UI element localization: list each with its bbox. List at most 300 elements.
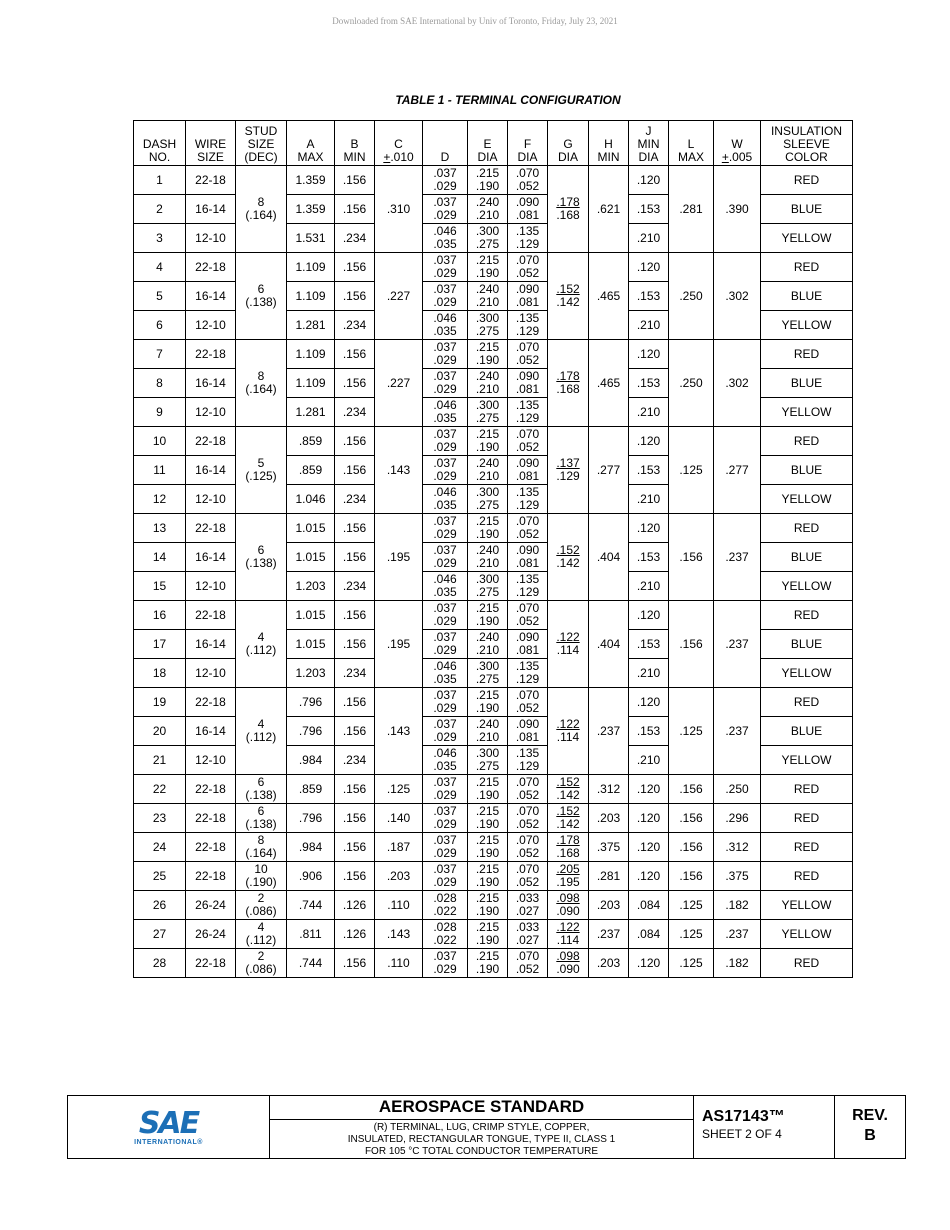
b-min: .234 xyxy=(335,224,375,253)
f-dia-upper: .070 xyxy=(515,514,540,528)
w-dim: .296 xyxy=(714,804,761,833)
table-title: TABLE 1 - TERMINAL CONFIGURATION xyxy=(395,93,621,107)
b-min: .234 xyxy=(335,398,375,427)
sleeve-color: RED xyxy=(761,804,853,833)
table-body xyxy=(134,166,853,978)
table-row xyxy=(134,340,853,369)
f-dia xyxy=(508,688,548,717)
g-dia-lower: .114 xyxy=(556,730,580,744)
d-dim-lower: .029 xyxy=(433,556,457,570)
standard-number: AS17143™ xyxy=(702,1108,785,1125)
d-dim xyxy=(423,282,468,311)
a-max: 1.109 xyxy=(287,282,335,311)
g-dia xyxy=(548,253,589,340)
j-min-dia: .120 xyxy=(629,804,669,833)
wire-size: 16-14 xyxy=(186,282,236,311)
h-min: .281 xyxy=(589,862,629,891)
f-dia xyxy=(508,166,548,195)
wire-size: 16-14 xyxy=(186,717,236,746)
j-min-dia: .153 xyxy=(629,282,669,311)
g-dia xyxy=(548,920,589,949)
sleeve-color: YELLOW xyxy=(761,485,853,514)
sleeve-color: YELLOW xyxy=(761,311,853,340)
e-dia-upper: .300 xyxy=(475,224,500,238)
f-dia-upper: .070 xyxy=(515,427,540,441)
sae-logo-sub: INTERNATIONAL® xyxy=(134,1138,203,1146)
e-dia xyxy=(468,398,508,427)
e-dia-lower: .275 xyxy=(475,411,500,425)
dash-no: 19 xyxy=(134,688,186,717)
dash-no: 28 xyxy=(134,949,186,978)
f-dia xyxy=(508,514,548,543)
stud-size-lower: (.112) xyxy=(245,730,277,744)
a-max: .796 xyxy=(287,688,335,717)
g-dia xyxy=(548,833,589,862)
l-max: .281 xyxy=(669,166,714,253)
g-dia-upper: .152 xyxy=(556,804,580,818)
e-dia xyxy=(468,630,508,659)
e-dia-lower: .210 xyxy=(475,556,500,570)
e-dia-lower: .190 xyxy=(475,353,500,367)
dash-no: 1 xyxy=(134,166,186,195)
c-dim: .110 xyxy=(375,891,423,920)
stud-size-upper: 6 xyxy=(257,282,265,296)
sleeve-color: RED xyxy=(761,340,853,369)
e-dia-lower: .275 xyxy=(475,672,500,686)
e-dia-lower: .190 xyxy=(475,614,500,628)
g-dia-lower: .195 xyxy=(556,875,580,889)
wire-size: 26-24 xyxy=(186,891,236,920)
c-dim: .110 xyxy=(375,949,423,978)
sleeve-color: RED xyxy=(761,833,853,862)
sleeve-color: BLUE xyxy=(761,282,853,311)
a-max: .811 xyxy=(287,920,335,949)
e-dia-lower: .190 xyxy=(475,904,500,918)
b-min: .156 xyxy=(335,804,375,833)
w-dim: .182 xyxy=(714,891,761,920)
e-dia xyxy=(468,253,508,282)
d-dim-lower: .035 xyxy=(433,672,457,686)
g-dia xyxy=(548,427,589,514)
a-max: 1.281 xyxy=(287,311,335,340)
dash-no: 4 xyxy=(134,253,186,282)
d-dim xyxy=(423,601,468,630)
c-dim: .195 xyxy=(375,514,423,601)
j-min-dia: .210 xyxy=(629,398,669,427)
f-dia xyxy=(508,427,548,456)
wire-size: 22-18 xyxy=(186,340,236,369)
c-dim: .227 xyxy=(375,253,423,340)
e-dia xyxy=(468,775,508,804)
e-dia-upper: .300 xyxy=(475,572,500,586)
b-min: .234 xyxy=(335,485,375,514)
g-dia-lower: .142 xyxy=(556,295,580,309)
stud-size xyxy=(236,688,287,775)
f-dia xyxy=(508,253,548,282)
f-dia xyxy=(508,920,548,949)
e-dia-upper: .215 xyxy=(475,804,500,818)
e-dia xyxy=(468,920,508,949)
e-dia-lower: .190 xyxy=(475,817,500,831)
e-dia xyxy=(468,427,508,456)
f-dia-upper: .135 xyxy=(515,659,540,673)
g-dia-upper: .137 xyxy=(556,456,580,470)
dash-no: 3 xyxy=(134,224,186,253)
d-dim-upper: .046 xyxy=(433,659,457,673)
dash-no: 23 xyxy=(134,804,186,833)
c-dim: .203 xyxy=(375,862,423,891)
f-dia-lower: .081 xyxy=(515,208,540,222)
table-row xyxy=(134,833,853,862)
stud-size-upper: 8 xyxy=(257,369,265,383)
w-dim: .237 xyxy=(714,601,761,688)
j-min-dia: .120 xyxy=(629,601,669,630)
d-dim xyxy=(423,775,468,804)
e-dia xyxy=(468,369,508,398)
f-dia-lower: .052 xyxy=(515,527,540,541)
e-dia-upper: .215 xyxy=(475,688,500,702)
g-dia xyxy=(548,340,589,427)
sleeve-color: YELLOW xyxy=(761,224,853,253)
g-dia xyxy=(548,891,589,920)
download-note: Downloaded from SAE International by Univ of Toronto, Friday, July 23, 2021 xyxy=(332,16,618,26)
f-dia-upper: .135 xyxy=(515,572,540,586)
f-dia-lower: .129 xyxy=(515,411,540,425)
b-min: .156 xyxy=(335,369,375,398)
d-dim-upper: .037 xyxy=(433,456,457,470)
header-dash: DASH NO. xyxy=(134,121,186,166)
a-max: 1.109 xyxy=(287,253,335,282)
f-dia-upper: .070 xyxy=(515,804,540,818)
f-dia xyxy=(508,398,548,427)
sleeve-color: RED xyxy=(761,601,853,630)
b-min: .156 xyxy=(335,514,375,543)
stud-size-upper: 2 xyxy=(257,949,265,963)
d-dim xyxy=(423,369,468,398)
b-min: .156 xyxy=(335,862,375,891)
j-min-dia: .210 xyxy=(629,485,669,514)
wire-size: 12-10 xyxy=(186,572,236,601)
d-dim xyxy=(423,891,468,920)
table-row xyxy=(134,253,853,282)
a-max: 1.046 xyxy=(287,485,335,514)
stud-size xyxy=(236,514,287,601)
f-dia xyxy=(508,630,548,659)
w-dim: .390 xyxy=(714,166,761,253)
d-dim-lower: .035 xyxy=(433,237,457,251)
l-max: .250 xyxy=(669,253,714,340)
g-dia-upper: .178 xyxy=(556,369,580,383)
stud-size xyxy=(236,340,287,427)
c-dim: .143 xyxy=(375,427,423,514)
b-min: .156 xyxy=(335,688,375,717)
f-dia-lower: .052 xyxy=(515,701,540,715)
e-dia xyxy=(468,340,508,369)
e-dia-lower: .210 xyxy=(475,295,500,309)
d-dim-upper: .037 xyxy=(433,862,457,876)
f-dia-lower: .052 xyxy=(515,846,540,860)
j-min-dia: .120 xyxy=(629,862,669,891)
w-dim: .237 xyxy=(714,920,761,949)
header-stud: STUD SIZE (DEC) xyxy=(236,121,287,166)
c-dim: .187 xyxy=(375,833,423,862)
l-max: .156 xyxy=(669,514,714,601)
standard-description: (R) TERMINAL, LUG, CRIMP STYLE, COPPER, INSULATED, RECTANGULAR TONGUE, TYPE II, CLASS 1 FOR 105 °C TOTAL CONDUCTOR TEMPERATURE xyxy=(347,1122,616,1157)
g-dia-upper: .098 xyxy=(556,949,580,963)
sleeve-color: BLUE xyxy=(761,195,853,224)
e-dia xyxy=(468,485,508,514)
wire-size: 16-14 xyxy=(186,195,236,224)
b-min: .156 xyxy=(335,166,375,195)
a-max: .984 xyxy=(287,833,335,862)
e-dia-upper: .215 xyxy=(475,833,500,847)
d-dim-lower: .029 xyxy=(433,527,457,541)
f-dia xyxy=(508,601,548,630)
f-dia-upper: .070 xyxy=(515,688,540,702)
d-dim-upper: .037 xyxy=(433,833,457,847)
d-dim xyxy=(423,166,468,195)
d-dim xyxy=(423,804,468,833)
d-dim-lower: .029 xyxy=(433,788,457,802)
g-dia-lower: .168 xyxy=(556,208,580,222)
d-dim xyxy=(423,659,468,688)
e-dia-upper: .215 xyxy=(475,601,500,615)
a-max: 1.281 xyxy=(287,398,335,427)
e-dia-upper: .240 xyxy=(475,369,500,383)
table-row xyxy=(134,920,853,949)
wire-size: 22-18 xyxy=(186,427,236,456)
stud-size xyxy=(236,833,287,862)
j-min-dia: .120 xyxy=(629,253,669,282)
e-dia-lower: .210 xyxy=(475,469,500,483)
e-dia-lower: .190 xyxy=(475,179,500,193)
wire-size: 12-10 xyxy=(186,224,236,253)
e-dia-upper: .215 xyxy=(475,920,500,934)
dash-no: 11 xyxy=(134,456,186,485)
d-dim-upper: .037 xyxy=(433,949,457,963)
stud-size-upper: 2 xyxy=(257,891,265,905)
f-dia-lower: .027 xyxy=(515,933,540,947)
f-dia-upper: .135 xyxy=(515,746,540,760)
stud-size xyxy=(236,166,287,253)
d-dim-lower: .035 xyxy=(433,498,457,512)
dash-no: 22 xyxy=(134,775,186,804)
stud-size xyxy=(236,253,287,340)
header-f: F DIA xyxy=(508,121,548,166)
f-dia-upper: .070 xyxy=(515,340,540,354)
dash-no: 10 xyxy=(134,427,186,456)
e-dia-upper: .215 xyxy=(475,340,500,354)
j-min-dia: .210 xyxy=(629,659,669,688)
d-dim-lower: .035 xyxy=(433,324,457,338)
d-dim-upper: .046 xyxy=(433,398,457,412)
f-dia xyxy=(508,833,548,862)
header-h: H MIN xyxy=(589,121,629,166)
f-dia-lower: .052 xyxy=(515,353,540,367)
a-max: .744 xyxy=(287,949,335,978)
a-max: .859 xyxy=(287,427,335,456)
b-min: .234 xyxy=(335,746,375,775)
d-dim xyxy=(423,717,468,746)
e-dia-lower: .190 xyxy=(475,846,500,860)
h-min: .203 xyxy=(589,804,629,833)
j-min-dia: .210 xyxy=(629,311,669,340)
dash-no: 26 xyxy=(134,891,186,920)
d-dim-upper: .037 xyxy=(433,630,457,644)
stud-size-lower: (.112) xyxy=(245,933,277,947)
stud-size-lower: (.125) xyxy=(245,469,277,483)
e-dia-upper: .240 xyxy=(475,456,500,470)
d-dim-lower: .029 xyxy=(433,730,457,744)
a-max: 1.359 xyxy=(287,195,335,224)
f-dia-lower: .052 xyxy=(515,614,540,628)
d-dim-lower: .029 xyxy=(433,643,457,657)
b-min: .126 xyxy=(335,891,375,920)
a-max: 1.109 xyxy=(287,369,335,398)
d-dim-upper: .037 xyxy=(433,166,457,180)
table-row xyxy=(134,949,853,978)
e-dia xyxy=(468,166,508,195)
standard-title-cell xyxy=(270,1096,694,1159)
d-dim xyxy=(423,746,468,775)
table-row xyxy=(134,891,853,920)
l-max: .156 xyxy=(669,601,714,688)
e-dia-lower: .190 xyxy=(475,701,500,715)
f-dia-upper: .135 xyxy=(515,398,540,412)
l-max: .156 xyxy=(669,804,714,833)
g-dia xyxy=(548,166,589,253)
sleeve-color: YELLOW xyxy=(761,746,853,775)
d-dim xyxy=(423,195,468,224)
b-min: .234 xyxy=(335,311,375,340)
d-dim-upper: .037 xyxy=(433,601,457,615)
e-dia-upper: .215 xyxy=(475,949,500,963)
stud-size xyxy=(236,891,287,920)
e-dia xyxy=(468,195,508,224)
h-min: .237 xyxy=(589,688,629,775)
d-dim xyxy=(423,543,468,572)
g-dia-upper: .178 xyxy=(556,833,580,847)
header-a: A MAX xyxy=(287,121,335,166)
stud-size-upper: 4 xyxy=(257,920,265,934)
b-min: .156 xyxy=(335,601,375,630)
f-dia-lower: .081 xyxy=(515,556,540,570)
dash-no: 25 xyxy=(134,862,186,891)
w-dim: .375 xyxy=(714,862,761,891)
w-dim: .250 xyxy=(714,775,761,804)
header-b: B MIN xyxy=(335,121,375,166)
dash-no: 5 xyxy=(134,282,186,311)
a-max: .859 xyxy=(287,775,335,804)
a-max: 1.015 xyxy=(287,630,335,659)
f-dia-upper: .090 xyxy=(515,282,540,296)
j-min-dia: .120 xyxy=(629,514,669,543)
d-dim-lower: .029 xyxy=(433,266,457,280)
stud-size-upper: 4 xyxy=(257,717,265,731)
e-dia-upper: .240 xyxy=(475,717,500,731)
b-min: .156 xyxy=(335,282,375,311)
g-dia-upper: .152 xyxy=(556,543,580,557)
e-dia-lower: .275 xyxy=(475,585,500,599)
d-dim-lower: .029 xyxy=(433,875,457,889)
d-dim-upper: .046 xyxy=(433,311,457,325)
stud-size-lower: (.138) xyxy=(245,295,277,309)
g-dia-upper: .152 xyxy=(556,282,580,296)
dash-no: 21 xyxy=(134,746,186,775)
e-dia-upper: .215 xyxy=(475,775,500,789)
e-dia-lower: .210 xyxy=(475,730,500,744)
b-min: .156 xyxy=(335,717,375,746)
d-dim-lower: .029 xyxy=(433,440,457,454)
g-dia-lower: .090 xyxy=(556,962,580,976)
j-min-dia: .084 xyxy=(629,891,669,920)
d-dim xyxy=(423,949,468,978)
d-dim-lower: .029 xyxy=(433,817,457,831)
g-dia-upper: .152 xyxy=(556,775,580,789)
c-dim: .143 xyxy=(375,920,423,949)
d-dim-lower: .029 xyxy=(433,614,457,628)
e-dia-upper: .300 xyxy=(475,398,500,412)
g-dia-upper: .098 xyxy=(556,891,580,905)
e-dia xyxy=(468,717,508,746)
g-dia-lower: .168 xyxy=(556,382,580,396)
e-dia-lower: .275 xyxy=(475,759,500,773)
f-dia xyxy=(508,224,548,253)
h-min: .375 xyxy=(589,833,629,862)
e-dia-lower: .190 xyxy=(475,527,500,541)
dash-no: 17 xyxy=(134,630,186,659)
g-dia xyxy=(548,514,589,601)
table-row xyxy=(134,775,853,804)
stud-size xyxy=(236,949,287,978)
e-dia-upper: .300 xyxy=(475,746,500,760)
sleeve-color: RED xyxy=(761,427,853,456)
l-max: .250 xyxy=(669,340,714,427)
stud-size-lower: (.138) xyxy=(245,788,277,802)
d-dim xyxy=(423,224,468,253)
d-dim-lower: .029 xyxy=(433,179,457,193)
wire-size: 12-10 xyxy=(186,485,236,514)
table-row xyxy=(134,514,853,543)
f-dia-lower: .129 xyxy=(515,759,540,773)
d-dim-upper: .037 xyxy=(433,717,457,731)
d-dim xyxy=(423,340,468,369)
e-dia xyxy=(468,746,508,775)
j-min-dia: .210 xyxy=(629,746,669,775)
sleeve-color: YELLOW xyxy=(761,572,853,601)
a-max: 1.359 xyxy=(287,166,335,195)
d-dim-upper: .046 xyxy=(433,746,457,760)
d-dim xyxy=(423,485,468,514)
e-dia-upper: .215 xyxy=(475,166,500,180)
j-min-dia: .210 xyxy=(629,572,669,601)
b-min: .156 xyxy=(335,340,375,369)
d-dim xyxy=(423,572,468,601)
f-dia-upper: .070 xyxy=(515,862,540,876)
wire-size: 12-10 xyxy=(186,398,236,427)
l-max: .125 xyxy=(669,949,714,978)
h-min: .404 xyxy=(589,514,629,601)
g-dia-upper: .205 xyxy=(556,862,580,876)
e-dia xyxy=(468,601,508,630)
dash-no: 6 xyxy=(134,311,186,340)
e-dia-upper: .300 xyxy=(475,485,500,499)
sleeve-color: YELLOW xyxy=(761,659,853,688)
f-dia xyxy=(508,485,548,514)
g-dia-lower: .142 xyxy=(556,788,580,802)
f-dia xyxy=(508,862,548,891)
g-dia-lower: .168 xyxy=(556,846,580,860)
